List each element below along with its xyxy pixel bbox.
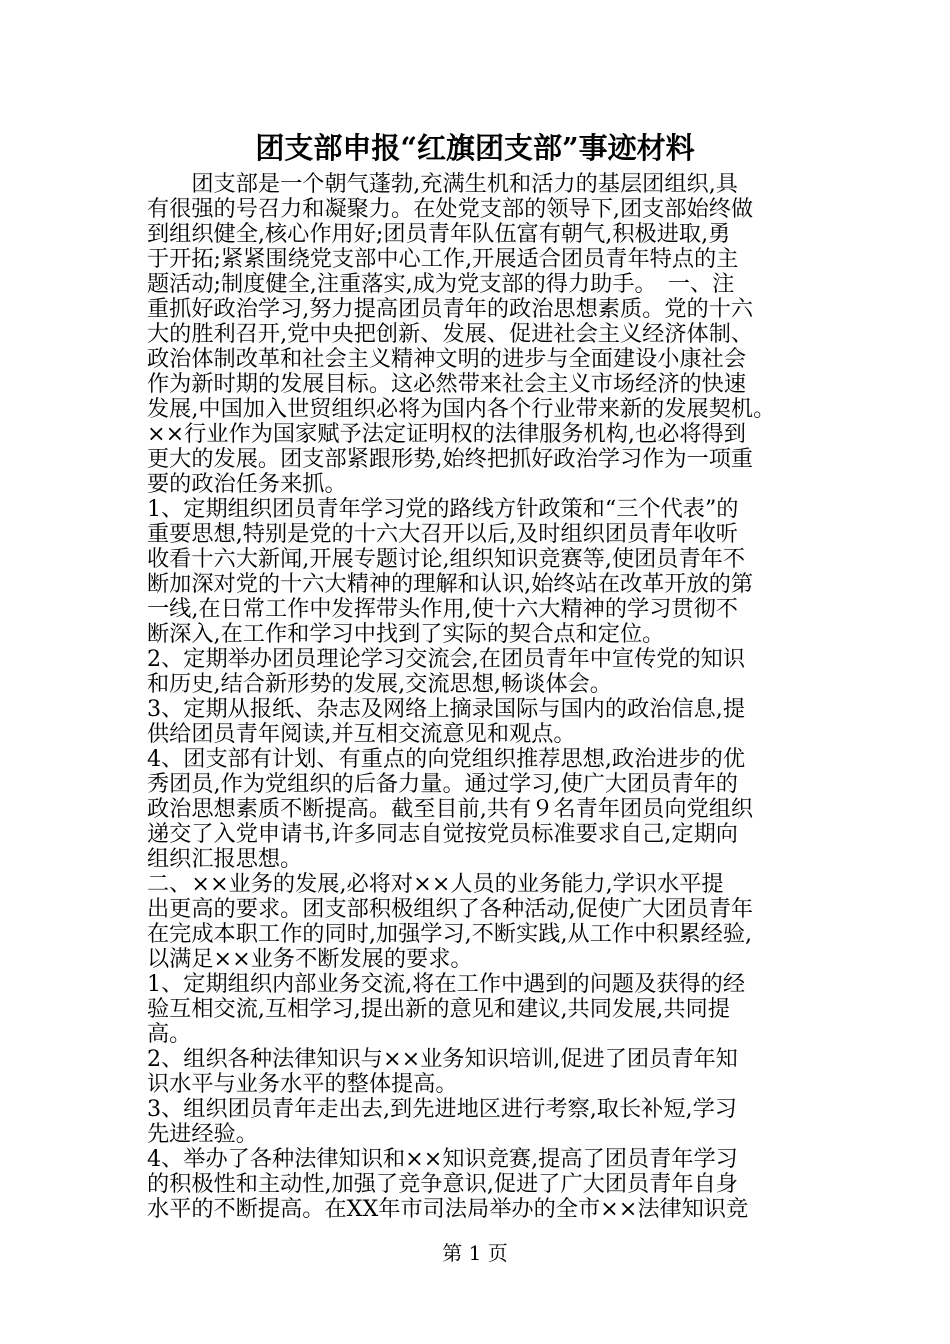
body-line: ××行业作为国家赋予法定证明权的法律服务机构,也必将得到 [147, 421, 746, 447]
body-line: 先进经验。 [147, 1121, 258, 1147]
body-line: 重抓好政治学习,努力提高团员青年的政治思想素质。党的十六 [147, 296, 754, 322]
body-line: 作为新时期的发展目标。这必然带来社会主义市场经济的快速 [147, 371, 747, 397]
body-line: 以满足××业务不断发展的要求。 [147, 946, 473, 972]
body-line: 在完成本职工作的同时,加强学习,不断实践,从工作中积累经验, [147, 921, 753, 947]
body-line: 有很强的号召力和凝聚力。在处党支部的领导下,团支部始终做 [147, 196, 754, 222]
body-line: 政治体制改革和社会主义精神文明的进步与全面建设小康社会 [147, 346, 747, 372]
body-line: 和历史,结合新形势的发展,交流思想,畅谈体会。 [147, 671, 612, 697]
page-footer: 第 1 页 [442, 1241, 508, 1265]
body-line: 断深入,在工作和学习中找到了实际的契合点和定位。 [147, 621, 665, 647]
body-line: 更大的发展。团支部紧跟形势,始终把抓好政治学习作为一项重 [147, 446, 754, 472]
body-line: 到组织健全,核心作用好;团员青年队伍富有朝气,积极进取,勇 [147, 221, 731, 247]
body-line: 识水平与业务水平的整体提高。 [147, 1071, 458, 1097]
body-line: 2、组织各种法律知识与××业务知识培训,促进了团员青年知 [147, 1046, 738, 1072]
body-line: 秀团员,作为党组织的后备力量。通过学习,使广大团员青年的 [147, 771, 738, 797]
body-line: 验互相交流,互相学习,提出新的意见和建议,共同发展,共同提 [147, 996, 730, 1022]
body-line: 政治思想素质不断提高。截至目前,共有９名青年团员向党组织 [147, 796, 754, 822]
body-line: 4、团支部有计划、有重点的向党组织推荐思想,政治进步的优 [147, 746, 746, 772]
body-line: 1、定期组织内部业务交流,将在工作中遇到的问题及获得的经 [147, 971, 746, 997]
document-title: 团支部申报“红旗团支部”事迹材料 [255, 131, 695, 165]
body-line: 供给团员青年阅读,并互相交流意见和观点。 [147, 721, 576, 747]
body-line: 的积极性和主动性,加强了竞争意识,促进了广大团员青年自身 [147, 1171, 738, 1197]
body-line: 团支部是一个朝气蓬勃,充满生机和活力的基层团组织,具 [147, 171, 738, 197]
body-line: 高。 [147, 1021, 192, 1047]
document-body [147, 172, 827, 1222]
body-line: 出更高的要求。团支部积极组织了各种活动,促使广大团员青年 [147, 896, 754, 922]
body-line: 重要思想,特别是党的十六大召开以后,及时组织团员青年收听 [147, 521, 738, 547]
body-line: 组织汇报思想。 [147, 846, 303, 872]
body-line: 2、定期举办团员理论学习交流会,在团员青年中宣传党的知识 [147, 646, 746, 672]
body-line: 大的胜利召开,党中央把创新、发展、促进社会主义经济体制、 [147, 321, 754, 347]
body-line: 3、定期从报纸、杂志及网络上摘录国际与国内的政治信息,提 [147, 696, 746, 722]
body-line: 水平的不断提高。在XX年市司法局举办的全市××法律知识竞 [147, 1196, 749, 1222]
body-line: 发展,中国加入世贸组织必将为国内各个行业带来新的发展契机。 [147, 396, 776, 422]
body-line: 二、××业务的发展,必将对××人员的业务能力,学识水平提 [147, 871, 724, 897]
body-line: 4、举办了各种法律知识和××知识竞赛,提高了团员青年学习 [147, 1146, 738, 1172]
body-line: 递交了入党申请书,许多同志自觉按党员标准要求自己,定期向 [147, 821, 738, 847]
body-line: 1、定期组织团员青年学习党的路线方针政策和“三个代表”的 [147, 496, 739, 522]
body-line: 于开拓;紧紧围绕党支部中心工作,开展适合团员青年特点的主 [147, 246, 739, 272]
body-line: 要的政治任务来抓。 [147, 471, 347, 497]
body-line: 断加深对党的十六大精神的理解和认识,始终站在改革开放的第 [147, 571, 754, 597]
body-line: 收看十六大新闻,开展专题讨论,组织知识竞赛等,使团员青年不 [147, 546, 746, 572]
body-line: 一线,在日常工作中发挥带头作用,使十六大精神的学习贯彻不 [147, 596, 738, 622]
body-line: 题活动;制度健全,注重落实,成为党支部的得力助手。 一、注 [147, 271, 735, 297]
body-line: 3、组织团员青年走出去,到先进地区进行考察,取长补短,学习 [147, 1096, 737, 1122]
